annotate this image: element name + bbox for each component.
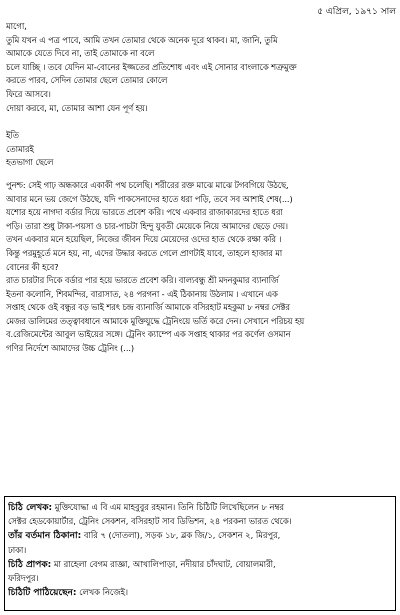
- ps-line: ইতনা কলোনি, শিবমন্দির, বারাসাত, ২৪ পরগনা - এই ঠিকানায় উঠলাম । এখানে এক: [6, 288, 278, 299]
- ps-line: ব.রেজিমেন্টের আবুল ভাইয়ের সঙ্গে। ট্রেনিং ক্যাম্পে এক সপ্তাহ থাকার পর কর্ণেল ওসমান: [6, 329, 291, 340]
- ps-line: মেজর ডালিমের তত্ত্বাবধানে আমাকে মুক্তিযুদ্ধে ট্রেনিংয়ে ভর্তি করে দেন। সেখানে পরিচয় হয়: [6, 315, 305, 326]
- body-line: আমাকে যেতে দিবে না, তাই তোমাকে না বলে: [6, 48, 155, 59]
- ps-line: যশোর হয়ে নাগদা বর্ডার দিয়ে ভারতে প্রবেশ করি। পথে একবার রাজাকারদের হাতে ধরা: [6, 207, 283, 218]
- writer-row-cont: সেক্টর হেডকোয়ার্টার, ট্রেনিং সেকশন, বসিরহাট সাব ডিভিশন, ২৪ পরকনা ভারত থেকে।: [8, 516, 292, 527]
- ps-line: পুনশ্চ: সেই গাঢ় অন্ধকারে একাকী পথ চলেছি। শরীরের রক্ত মাঝে মাঝে টগবগিয়ে উঠছে,: [6, 179, 289, 190]
- writer-row: [8, 500, 392, 514]
- ps-line: বোনের কী হবে?: [6, 261, 59, 272]
- closing-line: তোমারই: [6, 143, 34, 154]
- closing-line: ইতি: [6, 130, 19, 141]
- sender-label: চিঠিটি পাঠিয়েছেন:: [8, 588, 77, 599]
- sender-row: [8, 585, 392, 599]
- recipient-text: মা রাহেলা বেগম রাজ্ঞা, আখালিপাড়া, নদীয়ার চাঁদঘাট, বোয়ালমারী,: [51, 558, 276, 569]
- postscript: [6, 178, 396, 355]
- closing-line: হতভাগা ছেলে: [6, 157, 54, 168]
- letter-info-box: [4, 496, 396, 611]
- address-label: তাঁর বর্তমান ঠিকানা:: [8, 531, 82, 542]
- address-row: [8, 528, 392, 542]
- body-line: দোয়া করবে, মা, তোমার আশা যেন পূর্ণ হয়।: [6, 102, 148, 113]
- body-line: করতে পারব, সেদিন তোমার ছেলে তোমার কোলে: [6, 75, 168, 86]
- ps-line: আবার মনে ভয় জেগে উঠছে, যদি পাকসেনাদের হাতে ধরা পড়ি, তবে সব আশাই শেষ(...): [6, 193, 293, 204]
- ps-line: গণির নির্দেশে আমাদের উচ্চ ট্রেনিং (...): [6, 343, 135, 354]
- address-text: বারি ৭ (দোতলা), সড়ক ১৮, ব্লক জি/১, সেকশন ২, মিরপুর,: [81, 530, 281, 541]
- writer-label: চিঠি লেখক:: [8, 503, 53, 513]
- writer-text: মুক্তিযোদ্ধা এ বি এম মাহবুবুর রহমান। তিনি চিঠিটি লিখেছিলেন ৮ নম্বর: [52, 502, 284, 512]
- ps-line: সপ্তাহ থেকে ওই বন্ধুর বড় ভাই শরৎ চন্দ্র ব্যানার্জি আমাকে বসিরহাট মহকুমা ৮ নম্বর সেক্টর: [6, 302, 290, 313]
- body-line: চলে যাচ্ছি । তবে যেদিন মা-বোনের ইজ্জতের প্রতিশোধ এবং এই সোনার বাংলাকে শত্রুমুক্ত: [6, 61, 297, 72]
- ps-line: কিন্তু পরমুহূর্তে মনে হয়, না, এদের উদ্ধার করতে গেলে প্রাণটাই যাবে, তাহলে হাজার মা: [6, 247, 283, 258]
- recipient-row: [8, 557, 392, 571]
- sender-text: লেখক নিজেই।: [76, 587, 128, 598]
- ps-line: তখন একবার মনে হয়েছিল, নিজের জীবন দিয়ে মেয়েদের ওদের হাত থেকে রক্ষা করি ।: [6, 234, 282, 245]
- letter-body: [6, 5, 396, 355]
- recipient-label: চিঠি প্রাপক:: [8, 559, 52, 570]
- ps-line: রাত চারটার দিকে বর্ডার পার হয়ে ভারতে প্রবেশ করি। বাল্যবন্ধু শ্রী মদনকুমার ব্যানার্জি: [6, 275, 279, 286]
- salutation: মাগো,: [6, 21, 27, 31]
- recipient-row-cont: ফরিদপুর।: [8, 572, 39, 583]
- spacer: [6, 114, 396, 128]
- body-line: ফিরে আসবে।: [6, 88, 51, 99]
- address-row-cont: ঢাকা।: [8, 544, 27, 555]
- body-line: তুমি যখন এ পত্র পাবে, আমি তখন তোমার থেকে অনেক দূরে থাকব। মা, জানি, তুমি: [6, 34, 278, 45]
- letter-date: ৫ এপ্রিল, ১৯৭১ সাল: [317, 7, 396, 17]
- ps-line: পড়ি। তারা শুধু টাকা-পয়সা ও চার-পাচটা হিন্দু যুবতী মেয়েকে নিয়ে আমাদের ছেড়ে দেয়।: [6, 220, 288, 231]
- spacer: [6, 169, 396, 178]
